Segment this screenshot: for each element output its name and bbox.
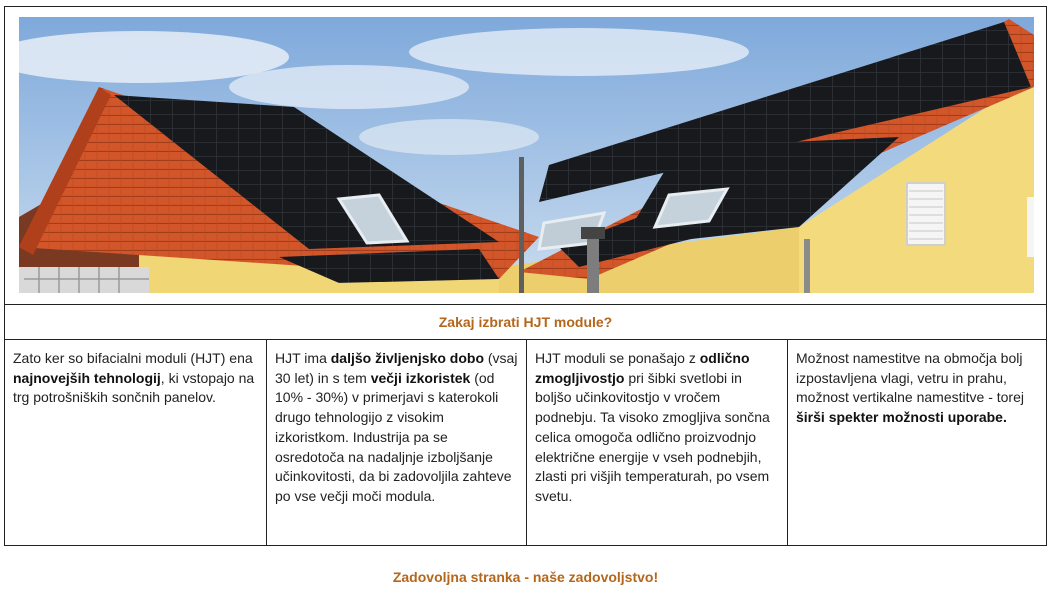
heading-cell	[5, 305, 1046, 340]
bold-phrase: daljšo življenjsko dobo	[330, 350, 484, 366]
benefit-cell-performance: HJT moduli se ponašajo z odlično zmogljivostjo pri šibki svetlobi in boljšo učinkovitostjo v vročem podnebju. Ta visoko zmogljiva sončna celica omogoča odlično proizvodnjo električne energije v vseh podnebjih, zlasti pri višjih temperaturah, po vsem svetu.	[526, 340, 787, 545]
content-table	[4, 6, 1047, 546]
benefit-cell-installation: Možnost namestitve na območja bolj izpostavljena vlagi, vetru in prahu, možnost vertikalne namestitve - torej širši spekter možnosti uporabe.	[787, 340, 1046, 545]
bold-phrase: odlično zmogljivostjo	[535, 350, 750, 386]
benefits-row	[5, 340, 1046, 545]
section-heading: Zakaj izbrati HJT module?	[438, 314, 613, 330]
bold-phrase: širši spekter možnosti uporabe.	[796, 409, 1007, 426]
bold-phrase: najnovejših tehnologij	[13, 369, 161, 386]
benefit-cell-technology: Zato ker so bifacialni moduli (HJT) ena najnovejših tehnologij, ki vstopajo na trg potrošniških sončnih panelov.	[13, 350, 255, 406]
footer-tagline: Zadovoljna stranka - naše zadovoljstvo!	[392, 569, 659, 585]
bold-phrase: večji izkoristek	[370, 369, 471, 386]
photo-cell	[5, 7, 1046, 305]
house-solar-photo	[19, 17, 1034, 293]
benefit-cell-lifetime: HJT ima daljšo življenjsko dobo (vsaj 30 let) in s tem večji izkoristek (od 10% - 30%) v primerjavi s katerokoli drugo tehnologijo z visokim izkoristkom. Industrija pa se osredotoča na nadaljnje izboljšanje učinkovitosti, da bi zadovoljila zahteve po vse večji moči modula.	[266, 340, 526, 545]
